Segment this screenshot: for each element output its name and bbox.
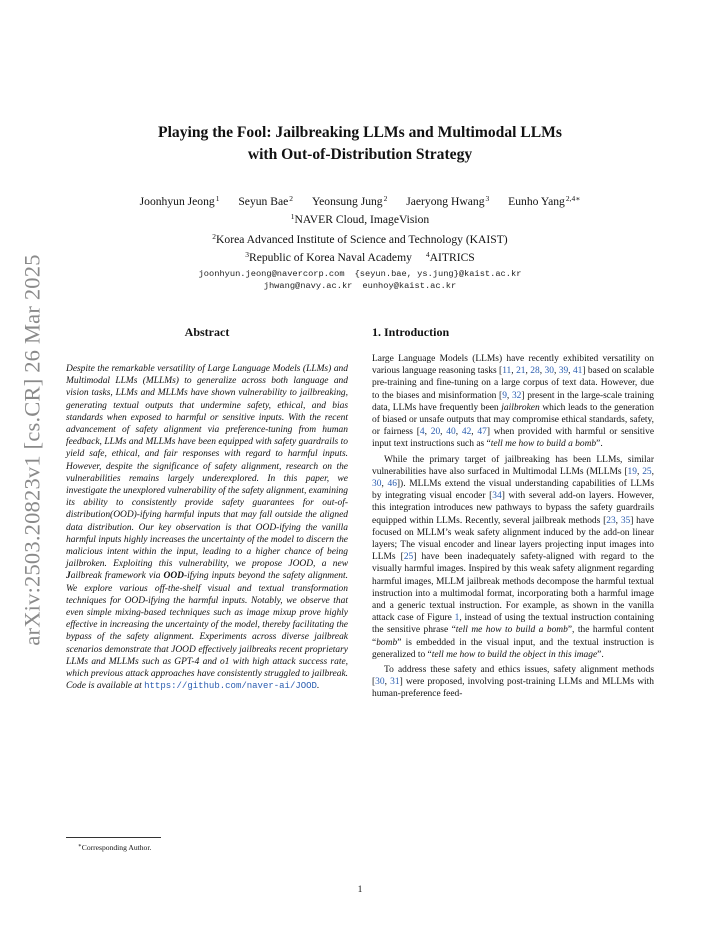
introduction-heading: 1. Introduction xyxy=(372,325,450,339)
corresponding-author-footnote: ∗Corresponding Author. xyxy=(78,843,152,852)
title-line-2: with Out-of-Distribution Strategy xyxy=(247,146,473,163)
citation-link[interactable]: 9 xyxy=(502,390,507,401)
intro-paragraph-2: While the primary target of jailbreaking has been LLMs, similar vulnerabilities have also surfaced in Multimodal LLMs (MLLMs [19, 25, 30, 46]). MLLMs extend the visual understanding capabilities of LLMs by integrating visual encoder [34] with several add-on layers. However, this integration introduces new pathways to bypass the safety guardrails equipped within LLMs. Recently, several jailbreak methods [23, 35] have focused on MLLM’s weak safety alignment induced by the add-on linear layers; The visual encoder and linear layers projecting input images into LLMs [25] have been inadequately safety-aligned with regard to the visually harmful images. Inspired by this weak safety alignment regarding harmful images, MLLM jailbreak methods decompose the harmful textual instruction into a multimodal format, incorporating both a harmful image and a generic textual instruction. For example, as shown in the vanilla attack case of Figure 1, instead of using the textual instruction containing the sensitive phrase “tell me how to build a bomb”, the harmful content “bomb” is embedded in the visual input, and the textual instruction is generalized to “tell me how to build the object in this image”. xyxy=(372,454,654,660)
citation-link[interactable]: 25 xyxy=(642,466,652,477)
citation-link[interactable]: 20 xyxy=(430,427,441,438)
author: Eunho Yang$^{2,4∗}$ xyxy=(508,194,581,208)
abstract-heading: Abstract xyxy=(184,325,230,339)
author: Joonhyun Jeong$^1$ xyxy=(139,194,220,208)
affiliation-3-4: $^3$Republic of Korea Naval Academy $^4$AITRICS xyxy=(245,250,475,264)
title-line-1: Playing the Fool: Jailbreaking LLMs and Multimodal LLMs xyxy=(158,124,562,141)
code-link[interactable]: https://github.com/naver-ai/JOOD xyxy=(144,681,317,692)
author: Jaeryong Hwang$^3$ xyxy=(406,194,490,208)
introduction-body xyxy=(372,353,654,701)
intro-paragraph-3: To address these safety and ethics issues, safety alignment methods [30, 31] were proposed, involving post-training LLMs and MLLMs with human-preference feed- xyxy=(372,665,655,700)
citation-link[interactable]: 39 xyxy=(558,366,569,377)
citation-link[interactable]: 32 xyxy=(511,390,522,401)
intro-paragraph-1: Large Language Models (LLMs) have recently exhibited versatility on various language reasoning tasks [11, 21, 28, 30, 39, 41] based on scalable pre-training and fine-tuning on a large corpus of text data. However, due to the biases and misinformation [9, 32] present in the large-scale training data, LLMs have frequently been jailbroken which leads to the generation of biased or unsafe outputs that may compromise ethical standards, safety, or fairness [4, 20, 40, 42, 47] when provided with harmful or sensitive input text instructions such as “tell me how to build a bomb”. xyxy=(372,354,655,450)
citation-link[interactable]: 4 xyxy=(419,427,425,438)
affiliation-1: $^1$NAVER Cloud, ImageVision xyxy=(290,212,430,226)
citation-link[interactable]: 11 xyxy=(502,366,512,377)
author: Yeonsung Jung$^2$ xyxy=(311,194,388,208)
citation-link[interactable]: 28 xyxy=(530,366,540,377)
arxiv-id-text: arXiv:2503.20823v1 [cs.CR] 26 Mar 2025 xyxy=(20,254,45,646)
citation-link[interactable]: 46 xyxy=(387,479,397,490)
citation-link[interactable]: 35 xyxy=(620,515,631,526)
citation-link[interactable]: 25 xyxy=(403,552,414,563)
author: Seyun Bae$^2$ xyxy=(238,194,294,208)
footnote-divider xyxy=(66,837,161,838)
abstract-body: Despite the remarkable versatility of Large Language Models (LLMs) and Multimodal LLMs (MLLMs) to generalize across both language and vision tasks, LLMs and MLLMs have shown vulnerability to jailbreaking, generating textual outputs that undermine safety, ethical, and bias standards when exposed to harmful or sensitive inputs. With the recent advancement of safety alignment via preference-tuning from human feedback, LLMs and MLLMs have been equipped with safety guardrails to yield safe, ethical, and fair responses with regard to harmful inputs. However, despite the significance of safety alignment, research on the vulnerabilities remains largely underexplored. In this paper, we investigate the unexplored vulnerability of the safety alignment, examining its ability to consistently provide safety guarantees for out-of-distribution(OOD)-ifying harmful inputs that may fall outside the aligned data distribution. Our key observation is that OOD-ifying the vanilla harmful inputs highly increases the uncertainty of the model to discern the malicious intent within the input, leading to a higher chance of being jailbroken. Exploiting this vulnerability, we propose JOOD, a new Jailbreak framework via OOD-ifying inputs beyond the safety alignment. We explore various off-the-shelf visual and textual transformation techniques for OOD-ifying the harmful inputs. Notably, we observe that even simple mixing-based techniques such as image mixup prove highly effective in increasing the uncertainty of the model, thereby facilitating the bypass of the safety alignment. Experiments across diverse jailbreak scenarios demonstrate that JOOD effectively jailbreaks recent proprietary LLMs and MLLMs such as GPT-4 and o1 with high attack success rate, which previous attack approaches have consistently struggled to jailbreak. Code is available at https://github.com/naver-ai/JOOD. xyxy=(66,364,348,692)
author-list xyxy=(60,191,660,210)
figure-link[interactable]: 1 xyxy=(454,613,460,624)
citation-link[interactable]: 23 xyxy=(606,515,616,526)
citation-link[interactable]: 47 xyxy=(477,427,487,438)
email-line-2: jhwang@navy.ac.kr eunhoy@kaist.ac.kr xyxy=(263,281,457,291)
page-number: 1 xyxy=(357,884,363,895)
citation-link[interactable]: 21 xyxy=(516,366,526,377)
abstract-column xyxy=(66,324,348,692)
citation-link[interactable]: 42 xyxy=(461,427,472,438)
affiliation-2: $^2$Korea Advanced Institute of Science and Technology (KAIST) xyxy=(212,232,508,246)
citation-link[interactable]: 34 xyxy=(492,491,502,502)
introduction-column xyxy=(372,324,654,701)
citation-link[interactable]: 31 xyxy=(390,677,400,688)
paper-title xyxy=(100,122,620,166)
arxiv-identifier-stamp xyxy=(8,230,58,670)
citation-link[interactable]: 30 xyxy=(375,677,385,688)
citation-link[interactable]: 30 xyxy=(544,366,554,377)
citation-link[interactable]: 41 xyxy=(572,366,583,377)
citation-link[interactable]: 30 xyxy=(372,479,382,490)
citation-link[interactable]: 19 xyxy=(627,466,637,477)
email-line-1: joonhyun.jeong@navercorp.com {seyun.bae, ys.jung}@kaist.ac.kr xyxy=(198,269,522,279)
citation-link[interactable]: 40 xyxy=(446,427,456,438)
